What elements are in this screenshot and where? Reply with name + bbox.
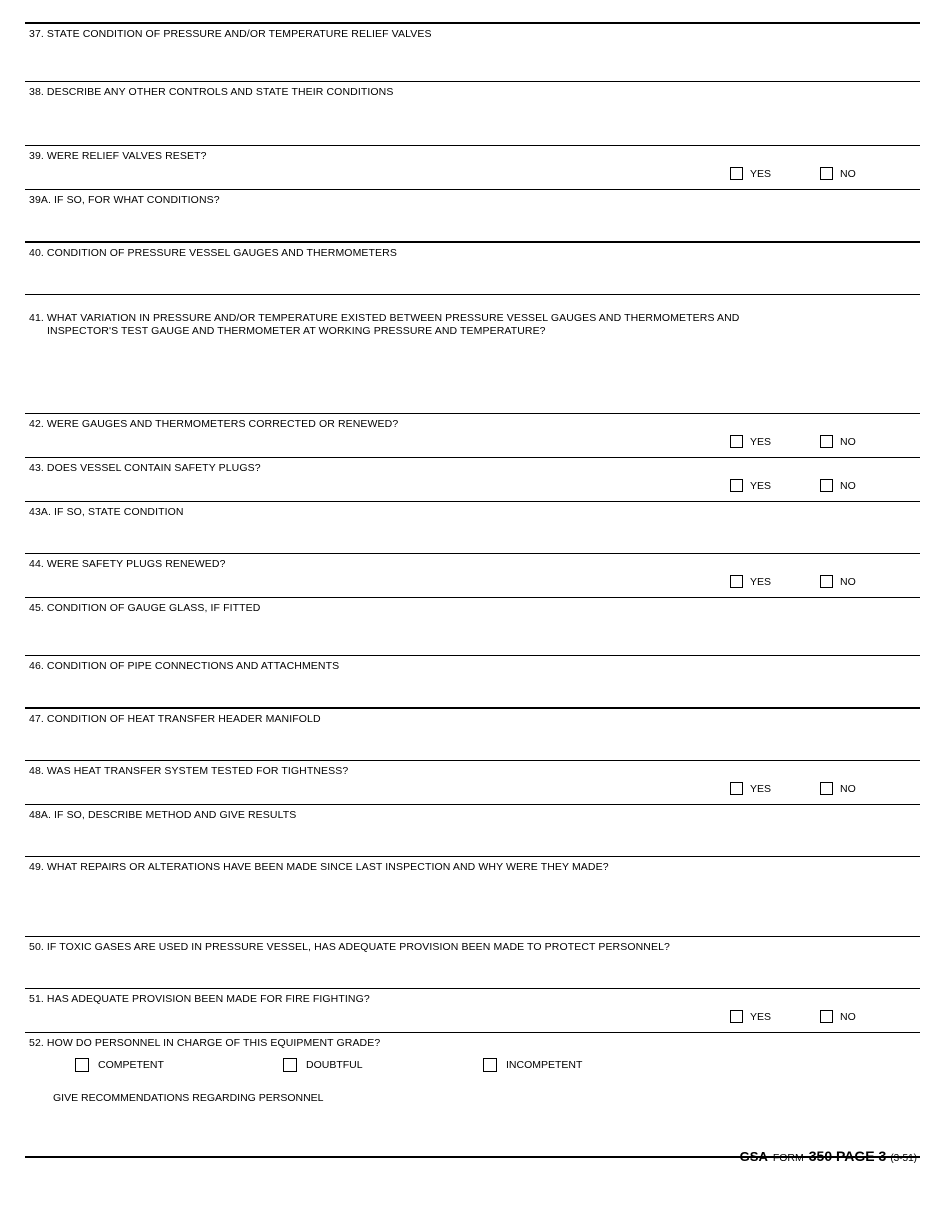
question-42-answer-row [25,431,920,457]
footer-agency: GSA [739,1149,768,1164]
question-43a-label: 43A. IF SO, STATE CONDITION [29,506,184,518]
question-52-block [25,1033,920,1156]
checkbox-icon[interactable] [820,167,833,180]
form-footer [740,1148,917,1164]
question-40-block [25,243,920,294]
question-51-answer-row [25,1006,920,1032]
question-43-block [25,458,920,501]
question-43a-block [25,502,920,553]
question-43-no-option[interactable] [820,479,856,492]
question-48-yes-label: YES [750,782,772,795]
checkbox-icon[interactable] [730,479,743,492]
question-50-block [25,937,920,988]
question-44-label: 44. WERE SAFETY PLUGS RENEWED? [29,558,226,570]
question-39-block [25,146,920,189]
question-42-yes-label: YES [750,435,772,448]
question-45-label: 45. CONDITION OF GAUGE GLASS, IF FITTED [29,602,261,614]
question-48a-block [25,805,920,856]
form-body [25,22,920,1164]
question-41-block [25,295,920,413]
question-39-yes-option[interactable] [730,167,771,180]
checkbox-icon[interactable] [730,167,743,180]
grade-option-incompetent[interactable] [483,1058,582,1072]
question-39-yes-label: YES [750,167,772,180]
checkbox-icon[interactable] [820,1010,833,1023]
question-49-label: 49. WHAT REPAIRS OR ALTERATIONS HAVE BEEN MADE SINCE LAST INSPECTION AND WHY WERE THEY MADE? [29,861,609,873]
question-48-yes-option[interactable] [730,782,771,795]
question-48a-label: 48A. IF SO, DESCRIBE METHOD AND GIVE RESULTS [29,809,297,821]
question-40-label: 40. CONDITION OF PRESSURE VESSEL GAUGES AND THERMOMETERS [29,247,397,259]
checkbox-icon[interactable] [730,575,743,588]
question-43-yes-option[interactable] [730,479,771,492]
question-42-no-label: NO [840,435,856,448]
checkbox-icon[interactable] [730,782,743,795]
question-44-answer-row [25,571,920,597]
checkbox-icon[interactable] [820,479,833,492]
question-48-no-label: NO [840,782,856,795]
question-45-block [25,598,920,655]
question-38-block [25,82,920,145]
question-44-yes-label: YES [750,575,772,588]
question-39-label: 39. WERE RELIEF VALVES RESET? [29,150,207,162]
question-48-no-option[interactable] [820,782,856,795]
question-48-block [25,761,920,804]
question-51-no-label: NO [840,1010,856,1023]
question-48-label: 48. WAS HEAT TRANSFER SYSTEM TESTED FOR TIGHTNESS? [29,765,349,777]
question-49-block [25,857,920,936]
grade-doubtful-label: DOUBTFUL [306,1059,363,1071]
footer-form-number: 350 PAGE 3 [808,1148,887,1164]
checkbox-icon[interactable] [820,435,833,448]
question-41-line1: 41. WHAT VARIATION IN PRESSURE AND/OR TEMPERATURE EXISTED BETWEEN PRESSURE VESSEL GAUGES AND THERMOMETERS AND [29,312,740,324]
question-44-yes-option[interactable] [730,575,771,588]
grade-option-doubtful[interactable] [283,1058,363,1072]
question-44-no-option[interactable] [820,575,856,588]
grade-incompetent-label: INCOMPETENT [506,1059,583,1071]
question-51-yes-option[interactable] [730,1010,771,1023]
question-39-no-label: NO [840,167,856,180]
question-43-answer-row [25,475,920,501]
grade-option-competent[interactable] [75,1058,164,1072]
checkbox-icon[interactable] [730,1010,743,1023]
question-47-label: 47. CONDITION OF HEAT TRANSFER HEADER MANIFOLD [29,713,321,725]
question-42-label: 42. WERE GAUGES AND THERMOMETERS CORRECTED OR RENEWED? [29,418,399,430]
question-42-no-option[interactable] [820,435,856,448]
question-37-block [25,24,920,81]
question-37-label: 37. STATE CONDITION OF PRESSURE AND/OR TEMPERATURE RELIEF VALVES [29,28,432,40]
question-43-label: 43. DOES VESSEL CONTAIN SAFETY PLUGS? [29,462,261,474]
question-48-answer-row [25,778,920,804]
question-42-block [25,414,920,457]
question-51-yes-label: YES [750,1010,772,1023]
checkbox-icon[interactable] [730,435,743,448]
question-41-line2: INSPECTOR'S TEST GAUGE AND THERMOMETER AT WORKING PRESSURE AND TEMPERATURE? [47,325,546,337]
question-43-yes-label: YES [750,479,772,492]
question-50-label: 50. IF TOXIC GASES ARE USED IN PRESSURE VESSEL, HAS ADEQUATE PROVISION BEEN MADE TO PROTECT PERSONNEL? [29,941,670,953]
question-43-no-label: NO [840,479,856,492]
grade-competent-label: COMPETENT [98,1059,164,1071]
question-51-no-option[interactable] [820,1010,856,1023]
question-44-block [25,554,920,597]
checkbox-icon[interactable] [75,1058,89,1072]
footer-form-word: FORM [772,1152,804,1164]
question-42-yes-option[interactable] [730,435,771,448]
question-41-label [25,295,920,351]
question-39a-block [25,190,920,241]
footer-revision: (3-51) [890,1153,917,1164]
question-39a-label: 39A. IF SO, FOR WHAT CONDITIONS? [29,194,220,206]
checkbox-icon[interactable] [820,575,833,588]
question-47-block [25,709,920,760]
question-51-block [25,989,920,1032]
checkbox-icon[interactable] [820,782,833,795]
question-38-label: 38. DESCRIBE ANY OTHER CONTROLS AND STATE THEIR CONDITIONS [29,86,394,98]
question-46-label: 46. CONDITION OF PIPE CONNECTIONS AND ATTACHMENTS [29,660,340,672]
checkbox-icon[interactable] [483,1058,497,1072]
question-39-answer-row [25,163,920,189]
question-51-label: 51. HAS ADEQUATE PROVISION BEEN MADE FOR FIRE FIGHTING? [29,993,370,1005]
question-44-no-label: NO [840,575,856,588]
question-52-label: 52. HOW DO PERSONNEL IN CHARGE OF THIS EQUIPMENT GRADE? [29,1037,381,1049]
checkbox-icon[interactable] [283,1058,297,1072]
question-46-block [25,656,920,707]
recommendations-label: GIVE RECOMMENDATIONS REGARDING PERSONNEL [53,1092,324,1104]
question-39-no-option[interactable] [820,167,856,180]
question-52-grade-row [25,1058,920,1088]
